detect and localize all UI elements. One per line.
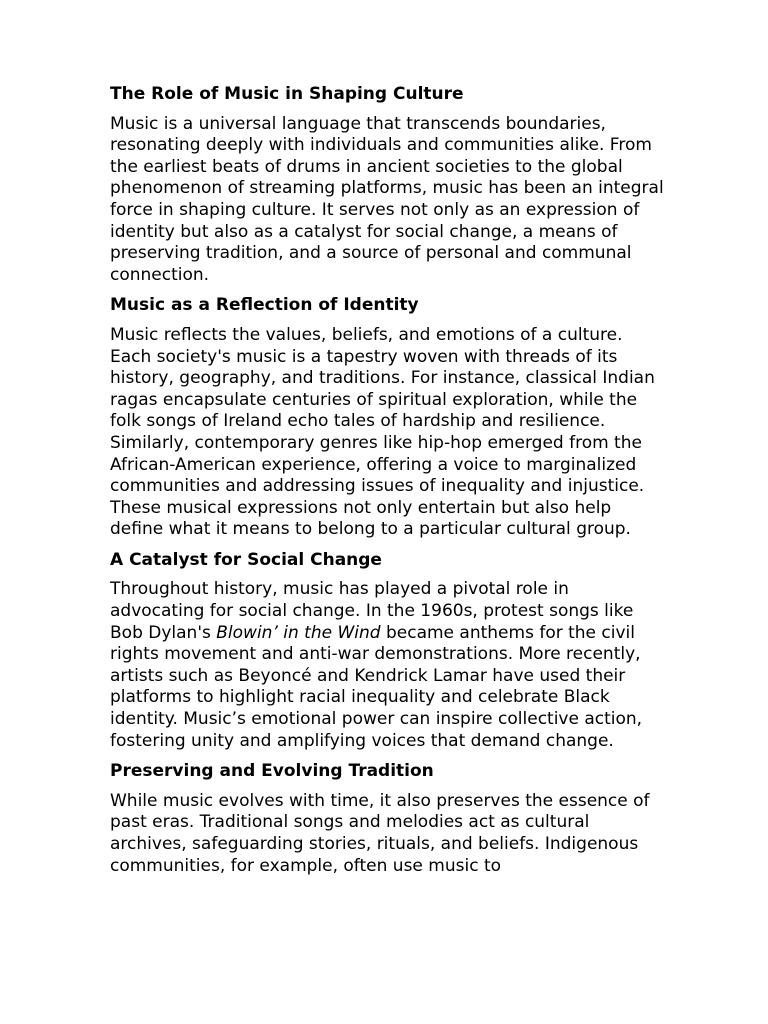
section-body-identity: Music reflects the values, beliefs, and emotions of a culture. Each society's music is a tapestry woven with threads of its history, geography, and traditions. For instance, classical Indian ragas encapsulate centuries of spiritual exploration, while the folk songs of Ireland echo tales of hardship and resilience. Similarly, contemporary genres like hip-hop emerged from the African-American experience, offering a voice to marginalized communities and addressing issues of inequality and injustice. These musical expressions not only entertain but also help define what it means to belong to a particular cultural group. <box>110 324 655 540</box>
section-body-tradition: While music evolves with time, it also preserves the essence of past eras. Traditional songs and melodies act as cultural archives, safeguarding stories, rituals, and beliefs. Indigenous communities, for example, often use music to <box>110 790 650 876</box>
social-change-text-end: became anthems for the civil rights movement and anti-war demonstrations. More recently, artists such as Beyoncé and Kendrick Lamar have used their platforms to highlight racial inequality and celebrate Black identity. Music’s emotional power can inspire collective action, fostering unity and amplifying voices that demand change. <box>110 622 643 751</box>
document-title: The Role of Music in Shaping Culture <box>110 84 464 104</box>
section-heading-tradition: Preserving and Evolving Tradition <box>110 761 434 782</box>
section-heading-identity: Music as a Reflection of Identity <box>110 295 419 316</box>
song-title-italic: Blowin’ in the Wind <box>216 622 381 643</box>
social-change-text-start: Throughout history, music has played a pivotal role in advocating for social change. In the 1960s, protest songs like Bob Dylan's <box>110 579 634 643</box>
section-body-social-change <box>110 579 666 752</box>
section-heading-social-change: A Catalyst for Social Change <box>110 549 382 570</box>
document-content <box>110 84 666 877</box>
intro-paragraph: Music is a universal language that transcends boundaries, resonating deeply with individuals and communities alike. From the earliest beats of drums in ancient societies to the global phenomenon of streaming platforms, music has been an integral force in shaping culture. It serves not only as an expression of identity but also as a catalyst for social change, a means of preserving tradition, and a source of personal and communal connection. <box>110 113 664 285</box>
